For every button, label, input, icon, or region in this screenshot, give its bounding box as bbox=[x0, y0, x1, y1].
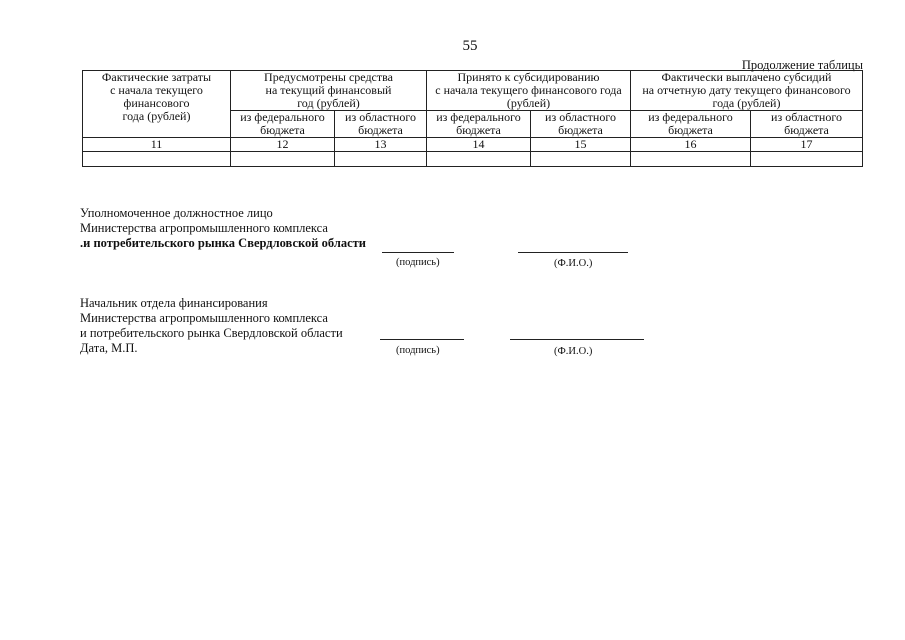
signatory-ministry: Министерства агропромышленного комплекса bbox=[80, 311, 328, 325]
col-actual-costs-header: Фактические затраты с начала текущего финансового года (рублей) bbox=[83, 71, 231, 138]
table-cell bbox=[335, 152, 427, 167]
signature-line bbox=[380, 339, 464, 340]
column-number: 17 bbox=[751, 138, 863, 152]
signatory-ministry-cont: .и потребительского рынка Свердловской области bbox=[80, 236, 366, 250]
table-cell bbox=[231, 152, 335, 167]
subheader-regional: из областного бюджета bbox=[751, 111, 863, 138]
column-number: 15 bbox=[531, 138, 631, 152]
page-number: 55 bbox=[462, 38, 478, 54]
column-number: 12 bbox=[231, 138, 335, 152]
table-continuation-label: Продолжение таблицы bbox=[741, 58, 863, 72]
table-cell bbox=[83, 152, 231, 167]
signatory-title: Уполномоченное должностное лицо bbox=[80, 206, 273, 220]
signatory-title: Начальник отдела финансирования bbox=[80, 296, 268, 310]
table-cell bbox=[751, 152, 863, 167]
signature-caption: (подпись) bbox=[396, 257, 440, 268]
name-caption: (Ф.И.О.) bbox=[554, 346, 593, 357]
subheader-federal: из федерального бюджета bbox=[427, 111, 531, 138]
name-caption: (Ф.И.О.) bbox=[554, 258, 593, 269]
signature-block-finance-head bbox=[80, 296, 343, 356]
table-cell bbox=[631, 152, 751, 167]
subheader-regional: из областного бюджета bbox=[531, 111, 631, 138]
table-row bbox=[83, 152, 863, 167]
group-planned-funds-header: Предусмотрены средства на текущий финансовый год (рублей) bbox=[231, 71, 427, 111]
signatory-ministry: Министерства агропромышленного комплекса bbox=[80, 221, 328, 235]
name-line bbox=[510, 339, 644, 340]
subsidy-table bbox=[82, 70, 863, 167]
name-line bbox=[518, 252, 628, 253]
column-number: 13 bbox=[335, 138, 427, 152]
subheader-federal: из федерального бюджета bbox=[231, 111, 335, 138]
group-paid-subsidy-header: Фактически выплачено субсидий на отчетную дату текущего финансового года (рублей) bbox=[631, 71, 863, 111]
table-cell bbox=[531, 152, 631, 167]
signature-caption: (подпись) bbox=[396, 345, 440, 356]
subheader-federal: из федерального бюджета bbox=[631, 111, 751, 138]
group-accepted-subsidy-header: Принято к субсидированию с начала текущего финансового года (рублей) bbox=[427, 71, 631, 111]
column-number: 14 bbox=[427, 138, 531, 152]
signature-line bbox=[382, 252, 454, 253]
table-cell bbox=[427, 152, 531, 167]
signature-block-authorized-official bbox=[80, 206, 366, 251]
subheader-regional: из областного бюджета bbox=[335, 111, 427, 138]
table-header-row bbox=[83, 71, 863, 111]
date-stamp-label: Дата, М.П. bbox=[80, 341, 138, 355]
column-number-row bbox=[83, 138, 863, 152]
signatory-ministry-cont: и потребительского рынка Свердловской области bbox=[80, 326, 343, 340]
column-number: 16 bbox=[631, 138, 751, 152]
column-number: 11 bbox=[83, 138, 231, 152]
